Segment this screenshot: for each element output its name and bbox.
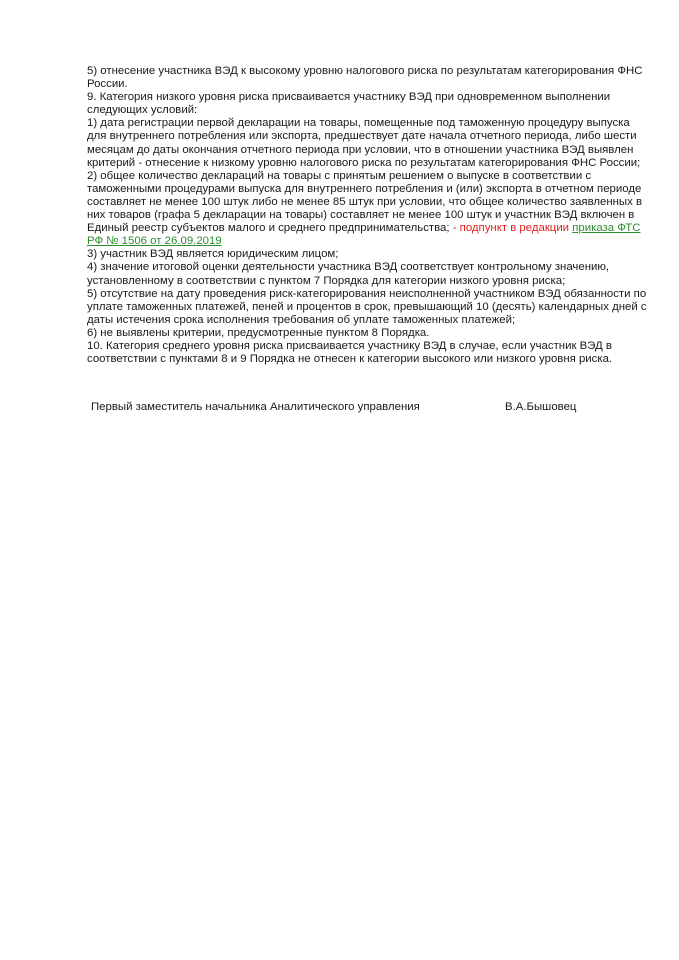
- amendment-note: - подпункт в редакции: [449, 222, 573, 235]
- paragraph-section-10: 10. Категория среднего уровня риска присваивается участнику ВЭД в случае, если участник ВЭД в соответствии с пунктами 8 и 9 Порядка не отнесен к категории высокого или низкого уровня риска.: [87, 339, 613, 366]
- paragraph-high-risk-item-5: 5) отнесение участника ВЭД к высокому уровню налогового риска по результатам категорирования ФНС России.: [87, 65, 643, 91]
- signatory-position: Первый заместитель начальника Аналитического управления: [91, 401, 420, 413]
- paragraph-low-risk-item-6: 6) не выявлены критерии, предусмотренные пунктом 8 Порядка.: [87, 326, 430, 339]
- paragraph-low-risk-item-2: [87, 170, 647, 249]
- paragraph-low-risk-item-3: 3) участник ВЭД является юридическим лицом;: [87, 248, 339, 261]
- amendment-link[interactable]: приказа ФТС РФ № 1506 от 26.09.2019: [87, 222, 641, 248]
- paragraph-low-risk-item-1: 1) дата регистрации первой декларации на товары, помещенные под таможенную процедуру выпуска для внутреннего потребления или экспорта, предшествует дате начала отчетного периода, либо шести месяцам до даты окончания отчетного периода при условии, что в отношении участника ВЭД выявлен критерий - отнесение к низкому уровню налогового риска по результатам категорирования ФНС России;: [87, 117, 641, 169]
- signatory-name: В.А.Бышовец: [505, 401, 577, 413]
- paragraph-low-risk-item-4: 4) значение итоговой оценки деятельности участника ВЭД соответствует контрольному значению, установленному в соответствии с пунктом 7 Порядка для категории низкого уровня риска;: [87, 261, 610, 287]
- paragraph-low-risk-item-2-text: 2) общее количество деклараций на товары с принятым решением о выпуске в соответствии с таможенными процедурами выпуска для внутреннего потребления и (или) экспорта в отчетном периоде составляет не менее 100 штук либо не менее 85 штук при условии, что общее количество заявленных в них товаров (графа 5 декларации на товары) составляет не менее 100 штук и участник ВЭД включен в Единый реестр субъектов малого и среднего предпринимательства;: [87, 169, 643, 235]
- document-body: [87, 65, 647, 366]
- paragraph-low-risk-item-5: 5) отсутствие на дату проведения риск-категорирования неисполненной участником ВЭД обязанности по уплате таможенных платежей, пеней и процентов в срок, превышающий 10 (десять) календарных дней с даты истечения срока исполнения требования об уплате таможенных платежей;: [87, 287, 647, 326]
- paragraph-section-9: 9. Категория низкого уровня риска присваивается участнику ВЭД при одновременном выполнении следующих условий:: [87, 91, 611, 117]
